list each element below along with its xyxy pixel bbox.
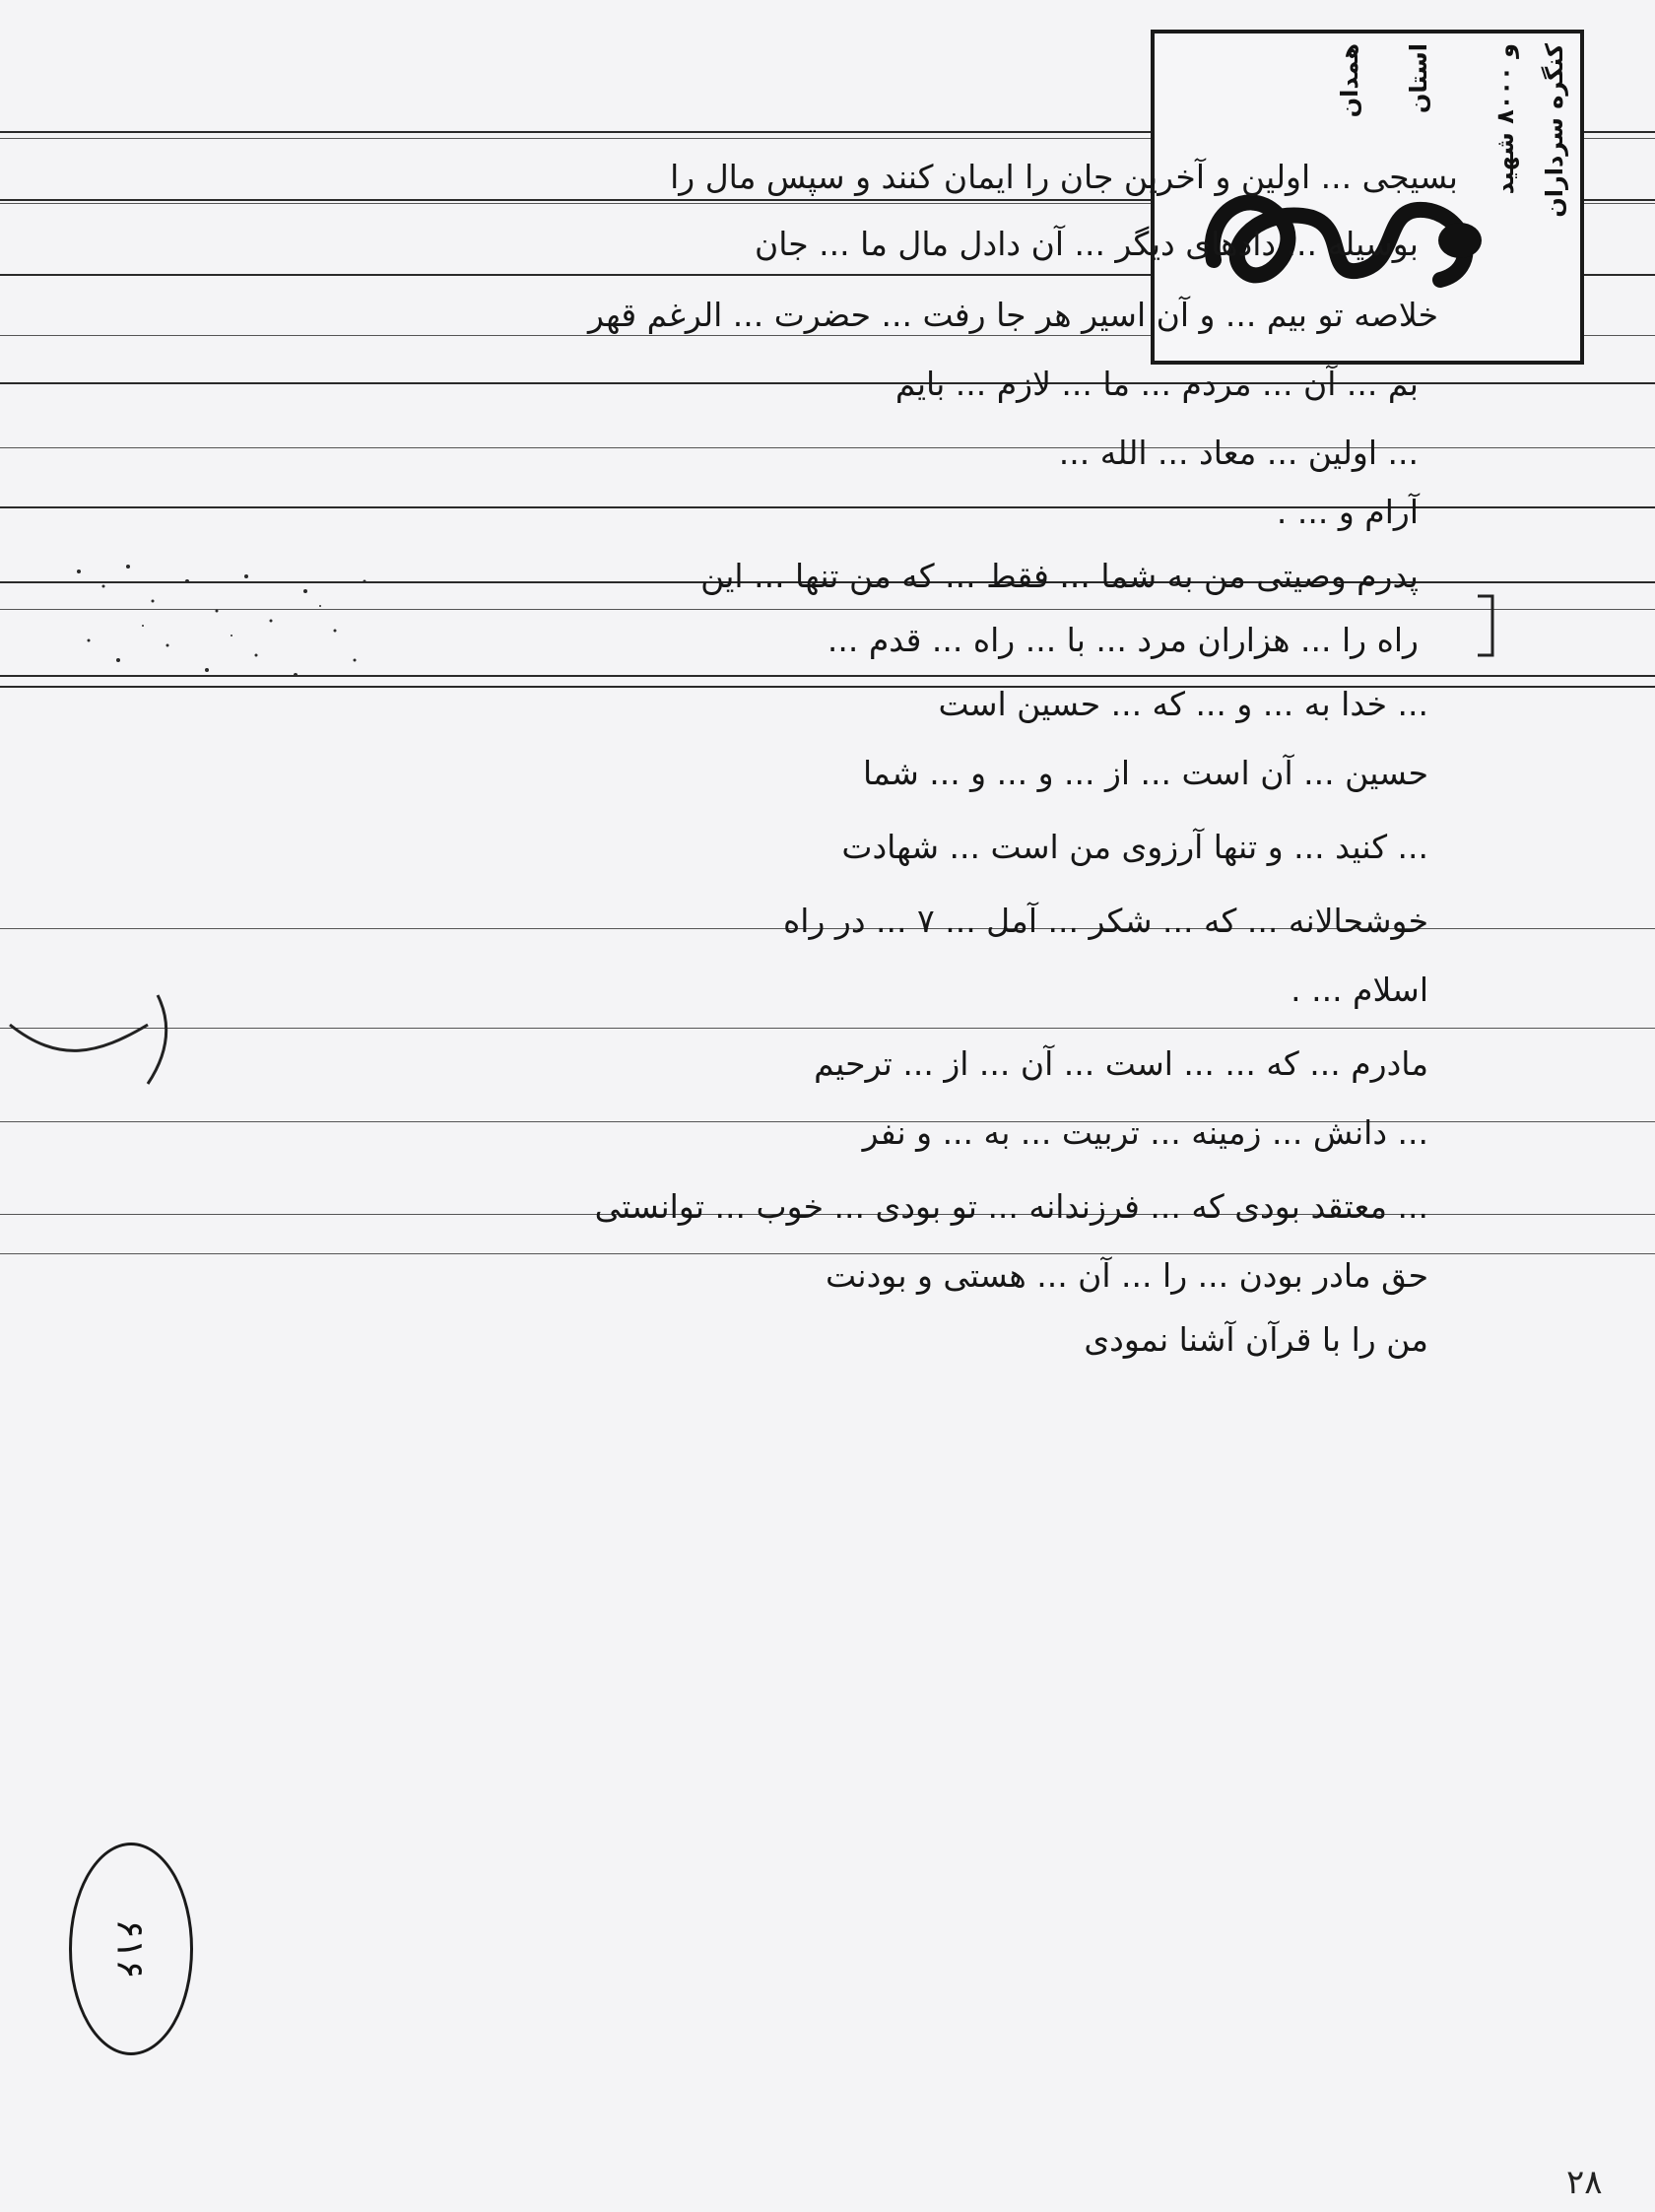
- bracket-mark: [1468, 591, 1507, 660]
- letter-line: حق مادر بودن ... را ... آن ... هستی و بودنت: [825, 1256, 1428, 1295]
- letter-line: بم ... آن ... مردم ... ما ... لازم ... بایم: [894, 365, 1419, 403]
- rule-line: [0, 1253, 1655, 1254]
- letter-line: من را با قرآن آشنا نمودی: [1084, 1320, 1428, 1359]
- letter-line: بوسیله ... دادهای دیگر ... آن دادل مال ما ... جان: [755, 225, 1419, 263]
- letter-line: خوشحالانه ... که ... شکر ... آمل ... ۷ ... در راه: [783, 902, 1428, 940]
- letter-line: ... اولین ... معاد ... الله ...: [1058, 434, 1419, 472]
- letter-line: ... کنید ... و تنها آرزوی من است ... شهادت: [841, 828, 1428, 866]
- letter-line: اسلام ... .: [1291, 971, 1428, 1009]
- scan-noise: [59, 552, 394, 690]
- letter-line: بسیجی ... اولین و آخرین جان را ایمان کنند و سپس مال را: [670, 158, 1458, 196]
- stamp-line-3: استان: [1405, 43, 1432, 114]
- letter-line: ... خدا به ... و ... که ... حسین است: [938, 685, 1428, 723]
- letter-line: حسین ... آن است ... از ... و ... و ... شما: [862, 754, 1428, 792]
- stamp-line-4: همدان: [1336, 43, 1363, 118]
- letter-line: آرام و ... .: [1276, 493, 1419, 531]
- stamp-line-1: کنگره سرداران: [1541, 43, 1568, 218]
- letter-line: ... معتقد بودی که ... فرزندانه ... تو بودی ... خوب ... توانستی: [594, 1187, 1428, 1226]
- letter-line: خلاصه تو بیم ... و آن اسیر هر جا رفت ... حضرت ... الرغم قهر: [587, 296, 1438, 334]
- margin-scribble: [0, 966, 197, 1123]
- page-number-circle: [69, 1843, 193, 2055]
- corner-number: ۲۸: [1566, 2163, 1603, 2202]
- rule-line: [0, 1028, 1655, 1029]
- letter-line: مادرم ... که ... ... است ... آن ... از ... ترحیم: [814, 1044, 1428, 1083]
- letter-line: پدرم وصیتی من به شما ... فقط ... که من تنها ... این: [700, 557, 1419, 595]
- letter-line: ... دانش ... زمینه ... تربیت ... به ... و نفر: [862, 1113, 1428, 1152]
- page-number-text: ۶۱۶: [108, 1918, 153, 1979]
- stamp-line-2: و ۸۰۰۰ شهید: [1491, 43, 1519, 195]
- letter-line: راه را ... هزاران مرد ... با ... راه ... قدم ...: [827, 621, 1419, 659]
